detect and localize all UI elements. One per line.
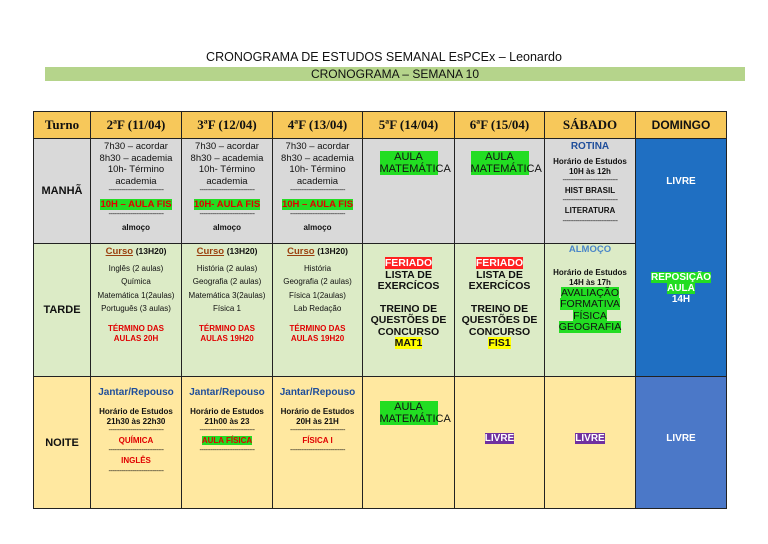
subject-label: LITERATURA [564, 206, 616, 215]
block-title: ALMOÇO [568, 244, 612, 255]
row-manha [34, 139, 727, 244]
divider: ------------------------------ [199, 187, 255, 194]
cell-sun-manha-tarde [636, 139, 727, 377]
exam-code: FIS1 [488, 337, 511, 349]
course-label: Curso [105, 246, 134, 257]
subject-label: FÍSICA I [302, 435, 333, 445]
divider: ------------------------------ [290, 447, 345, 454]
end-label: AULAS 20H [113, 333, 159, 343]
divider: ------------------------------ [199, 426, 255, 434]
study-hours: Horário de Estudos [190, 406, 264, 416]
routine-line: 8h30 – academia [281, 152, 354, 164]
study-hours: 10H às 12h [569, 166, 611, 176]
divider: ------------------------------ [108, 187, 164, 194]
lunch-label: almoço [303, 222, 332, 232]
study-hours: 21h30 às 22h30 [106, 416, 166, 426]
course-time: (13H20) [317, 246, 348, 256]
dinner-label: Jantar/Repouso [279, 387, 356, 398]
list-label: LISTA DE [385, 268, 432, 281]
free-label: LIVRE [666, 432, 696, 444]
subject-badge: FORMATIVA [560, 298, 620, 310]
end-label: AULAS 19H20 [200, 333, 254, 343]
reposition-badge: REPOSIÇÃO [650, 271, 711, 283]
end-label: TÉRMINO DAS [289, 323, 346, 333]
header-wednesday: 4ªF (13/04) [273, 112, 363, 139]
subject-label: HIST BRASIL [564, 185, 616, 195]
class-badge: AULA MATEMÁTICA [379, 151, 451, 175]
cell-sat-manha [545, 139, 636, 244]
shift-noite: NOITE [34, 377, 91, 509]
subject-label: Geografia (2 aulas) [283, 277, 352, 286]
divider: ------------------------------ [562, 176, 618, 184]
study-hours: 14H às 17h [569, 277, 611, 287]
routine-line: 10h- Término [198, 164, 256, 175]
routine-line: 7h30 – acordar [195, 141, 259, 152]
class-badge: AULA FÍSICA [201, 435, 253, 445]
routine-line: academia [296, 175, 339, 187]
class-badge: AULA MATEMÁTICA [470, 151, 542, 175]
study-hours: 21h00 às 23 [204, 416, 250, 426]
row-tarde [34, 244, 727, 377]
divider: ------------------------------ [108, 210, 164, 218]
subject-label: Química [121, 277, 151, 286]
subject-badge: AVALIAÇÃO [561, 286, 619, 299]
header-row [34, 112, 727, 139]
reposition-time: 14H [671, 293, 691, 305]
header-monday: 2ªF (11/04) [91, 112, 182, 139]
cell-fri-noite [455, 377, 545, 509]
free-badge: LIVRE [575, 432, 605, 444]
end-label: TÉRMINO DAS [108, 323, 164, 333]
subject-label: Geografia (2 aulas) [192, 277, 262, 286]
training-label: QUESTÕES DE [370, 314, 447, 326]
lunch-label: almoço [121, 222, 150, 232]
cell-tue-manha [182, 139, 273, 244]
free-label: LIVRE [666, 176, 696, 187]
cell-sat-tarde [545, 244, 636, 377]
routine-line: academia [206, 175, 248, 187]
subject-label: Lab Redação [293, 304, 342, 313]
study-hours: Horário de Estudos [99, 406, 173, 416]
free-badge: LIVRE [484, 432, 515, 444]
cell-thu-tarde [363, 244, 455, 377]
class-badge: 10H – AULA FIS [281, 199, 354, 210]
training-label: CONCURSO [377, 325, 440, 338]
block-title: ROTINA [570, 141, 610, 152]
study-hours: Horário de Estudos [280, 406, 355, 416]
cell-wed-noite [273, 377, 363, 509]
class-badge: 10H- AULA FIS [193, 199, 261, 210]
cell-mon-manha [91, 139, 182, 244]
subject-badge: FÍSICA [573, 309, 607, 322]
schedule-table [33, 111, 727, 509]
header-thursday: 5ªF (14/04) [363, 112, 455, 139]
divider: ------------------------------ [199, 447, 255, 454]
cell-fri-tarde [455, 244, 545, 377]
subject-label: Matemática 3(2aulas) [188, 290, 266, 300]
course-label: Curso [287, 246, 315, 257]
routine-line: 10h- Término [289, 164, 346, 175]
cell-thu-noite [363, 377, 455, 509]
cell-wed-tarde [273, 244, 363, 377]
cell-mon-noite [91, 377, 182, 509]
subject-label: História (2 aulas) [196, 263, 258, 273]
course-time: (13H20) [226, 246, 258, 256]
reposition-badge: AULA [667, 282, 695, 294]
header-sunday: DOMINGO [636, 112, 727, 139]
week-banner: CRONOGRAMA – SEMANA 10 [45, 67, 745, 81]
list-label: EXERCÍCOS [377, 280, 440, 292]
cell-fri-manha [455, 139, 545, 244]
subject-label: História [303, 263, 332, 273]
shift-manha: MANHÃ [34, 139, 91, 244]
cell-sat-noite [545, 377, 636, 509]
subject-label: QUÍMICA [118, 435, 154, 445]
divider: ------------------------------ [562, 217, 618, 225]
header-turno: Turno [34, 112, 91, 139]
class-badge: AULA MATEMÁTICA [379, 401, 451, 425]
training-label: QUESTÕES DE [461, 314, 538, 326]
cell-wed-manha [273, 139, 363, 244]
cell-mon-tarde [91, 244, 182, 377]
end-label: AULAS 19H20 [290, 333, 345, 343]
study-hours: Horário de Estudos [553, 156, 627, 166]
training-label: TREINO DE [470, 302, 529, 315]
divider: ------------------------------ [562, 197, 618, 204]
cell-tue-tarde [182, 244, 273, 377]
divider: ------------------------------ [290, 187, 345, 194]
header-tuesday: 3ªF (12/04) [182, 112, 273, 139]
subject-label: Física 1 [212, 304, 241, 313]
divider: ------------------------------ [108, 467, 164, 475]
study-hours: Horário de Estudos [553, 267, 627, 277]
dinner-label: Jantar/Repouso [189, 387, 265, 398]
dinner-label: Jantar/Repouso [98, 387, 174, 398]
training-label: TREINO DE [379, 302, 438, 315]
routine-line: 10h- Término [107, 164, 165, 175]
list-label: EXERCÍCOS [468, 280, 531, 292]
end-label: TÉRMINO DAS [199, 323, 255, 333]
shift-tarde: TARDE [34, 244, 91, 377]
holiday-badge: FERIADO [384, 257, 433, 269]
subject-label: INGLÊS [121, 456, 151, 465]
subject-label: Português (3 aulas) [101, 304, 171, 313]
routine-line: 8h30 – academia [99, 152, 173, 164]
header-saturday: SÁBADO [545, 112, 636, 139]
routine-line: academia [115, 175, 157, 187]
subject-label: Física 1(2aulas) [289, 290, 346, 300]
routine-line: 7h30 – acordar [104, 141, 168, 152]
holiday-badge: FERIADO [475, 257, 524, 269]
cell-thu-manha [363, 139, 455, 244]
header-friday: 6ªF (15/04) [455, 112, 545, 139]
routine-line: 7h30 – acordar [285, 141, 350, 152]
subject-label: Matemática 1(2aulas) [97, 290, 175, 300]
routine-line: 8h30 – academia [190, 152, 264, 164]
divider: ------------------------------ [108, 447, 164, 454]
divider: ------------------------------ [199, 210, 255, 218]
class-badge: 10H – AULA FIS [100, 199, 172, 210]
training-label: CONCURSO [468, 325, 531, 338]
lunch-label: almoço [212, 222, 241, 232]
divider: ------------------------------ [290, 210, 345, 218]
list-label: LISTA DE [476, 268, 523, 281]
cell-tue-noite [182, 377, 273, 509]
divider: ------------------------------ [290, 426, 345, 434]
divider: ------------------------------ [108, 426, 164, 434]
exam-code: MAT1 [394, 337, 423, 349]
subject-badge: GEOGRAFIA [558, 321, 622, 333]
row-noite [34, 377, 727, 509]
course-time: (13H20) [135, 246, 167, 256]
subject-label: Inglês (2 aulas) [108, 263, 164, 273]
cell-sun-noite [636, 377, 727, 509]
page-title: CRONOGRAMA DE ESTUDOS SEMANAL EsPCEx – Leonardo [206, 50, 562, 64]
study-hours: 20H às 21H [296, 416, 339, 426]
course-label: Curso [196, 246, 225, 257]
